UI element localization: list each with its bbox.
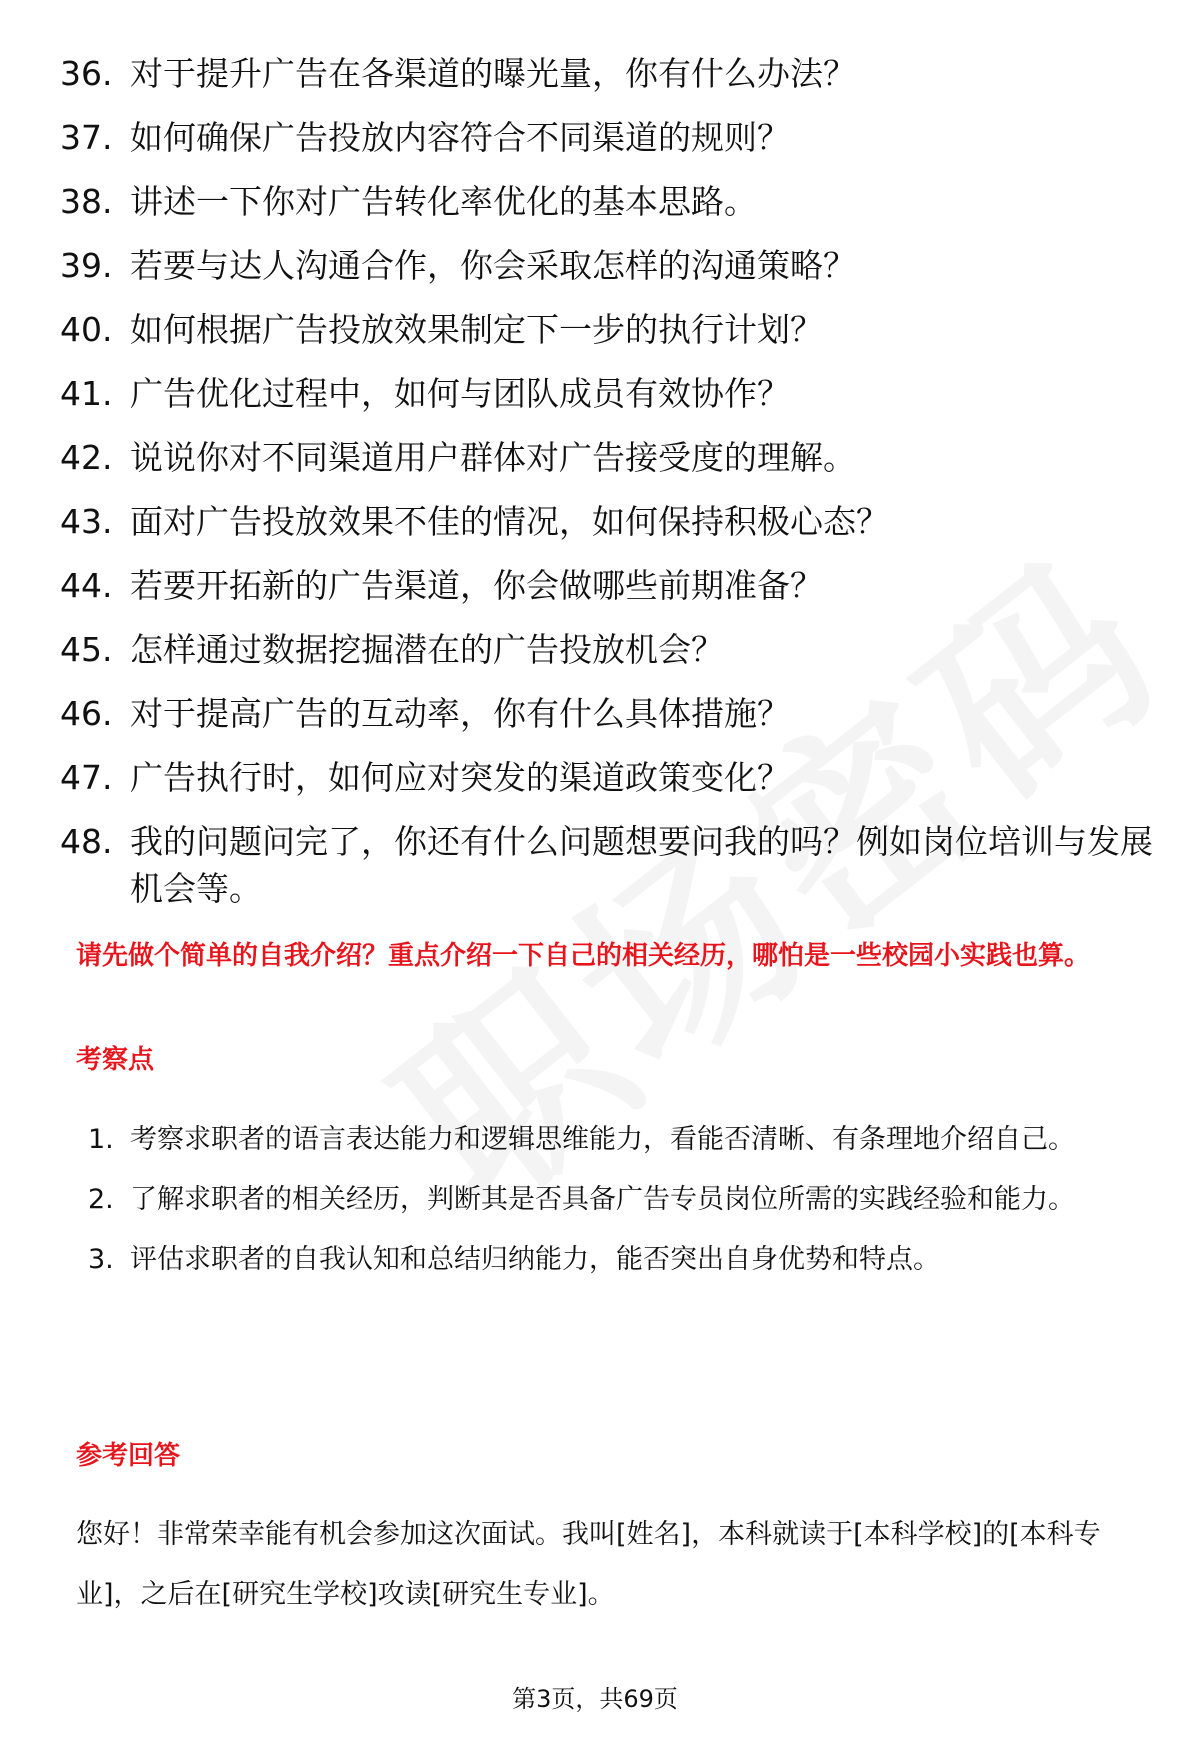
question-text: 怎样通过数据挖掘潜在的广告投放机会？	[130, 630, 724, 669]
question-text: 对于提升广告在各渠道的曝光量，你有什么办法？	[130, 54, 856, 93]
question-number: 42.	[60, 438, 113, 477]
point-text: 了解求职者的相关经历，判断其是否具备广告专员岗位所需的实践经验和能力。	[130, 1184, 1075, 1215]
question-number: 36.	[60, 54, 113, 93]
question-list	[60, 50, 1160, 929]
question-item	[60, 178, 1160, 225]
question-text: 若要开拓新的广告渠道，你会做哪些前期准备？	[130, 566, 823, 605]
question-text: 面对广告投放效果不佳的情况，如何保持积极心态？	[130, 502, 889, 541]
question-text: 说说你对不同渠道用户群体对广告接受度的理解。	[130, 438, 856, 477]
question-item	[60, 434, 1160, 481]
question-number: 39.	[60, 246, 113, 285]
question-item	[60, 818, 1160, 912]
question-item	[60, 754, 1160, 801]
point-text: 评估求职者的自我认知和总结归纳能力，能否突出自身优势和特点。	[130, 1244, 940, 1275]
page-footer: 第3页，共69页	[512, 1685, 678, 1713]
question-text: 广告执行时，如何应对突发的渠道政策变化？	[130, 758, 790, 797]
question-number: 38.	[60, 182, 113, 221]
question-text: 讲述一下你对广告转化率优化的基本思路。	[130, 182, 757, 221]
question-item	[60, 690, 1160, 737]
question-text: 对于提高广告的互动率，你有什么具体措施？	[130, 694, 790, 733]
question-text: 如何根据广告投放效果制定下一步的执行计划？	[130, 310, 823, 349]
evaluation-point	[88, 1230, 1148, 1290]
point-number: 3.	[88, 1244, 114, 1275]
question-text: 如何确保广告投放内容符合不同渠道的规则？	[130, 118, 790, 157]
section-heading-cankao: 参考回答	[76, 1441, 181, 1471]
question-item	[60, 498, 1160, 545]
question-item	[60, 626, 1160, 673]
question-number: 48.	[60, 822, 113, 861]
question-text: 我的问题问完了，你还有什么问题想要问我的吗？例如岗位培训与发展机会等。	[130, 822, 1153, 908]
question-number: 46.	[60, 694, 113, 733]
question-item	[60, 370, 1160, 417]
point-text: 考察求职者的语言表达能力和逻辑思维能力，看能否清晰、有条理地介绍自己。	[130, 1124, 1075, 1155]
question-text: 广告优化过程中，如何与团队成员有效协作？	[130, 374, 790, 413]
question-item	[60, 242, 1160, 289]
point-number: 1.	[88, 1124, 114, 1155]
question-number: 47.	[60, 758, 113, 797]
reference-answer: 您好！非常荣幸能有机会参加这次面试。我叫[姓名]，本科就读于[本科学校]的[本科专业]，之后在[研究生学校]攻读[研究生专业]。	[76, 1519, 1101, 1610]
question-number: 37.	[60, 118, 113, 157]
evaluation-point	[88, 1110, 1148, 1170]
question-number: 44.	[60, 566, 113, 605]
evaluation-point	[88, 1170, 1148, 1230]
evaluation-points-list	[88, 1110, 1148, 1290]
question-item	[60, 50, 1160, 97]
question-number: 45.	[60, 630, 113, 669]
question-number: 40.	[60, 310, 113, 349]
question-text: 若要与达人沟通合作，你会采取怎样的沟通策略？	[130, 246, 856, 285]
question-item	[60, 306, 1160, 353]
section-heading-kaocha: 考察点	[76, 1045, 155, 1075]
question-item	[60, 114, 1160, 161]
point-number: 2.	[88, 1184, 114, 1215]
question-number: 43.	[60, 502, 113, 541]
highlight-question: 请先做个简单的自我介绍？重点介绍一下自己的相关经历，哪怕是一些校园小实践也算。	[76, 941, 1091, 971]
question-number: 41.	[60, 374, 113, 413]
question-item	[60, 562, 1160, 609]
